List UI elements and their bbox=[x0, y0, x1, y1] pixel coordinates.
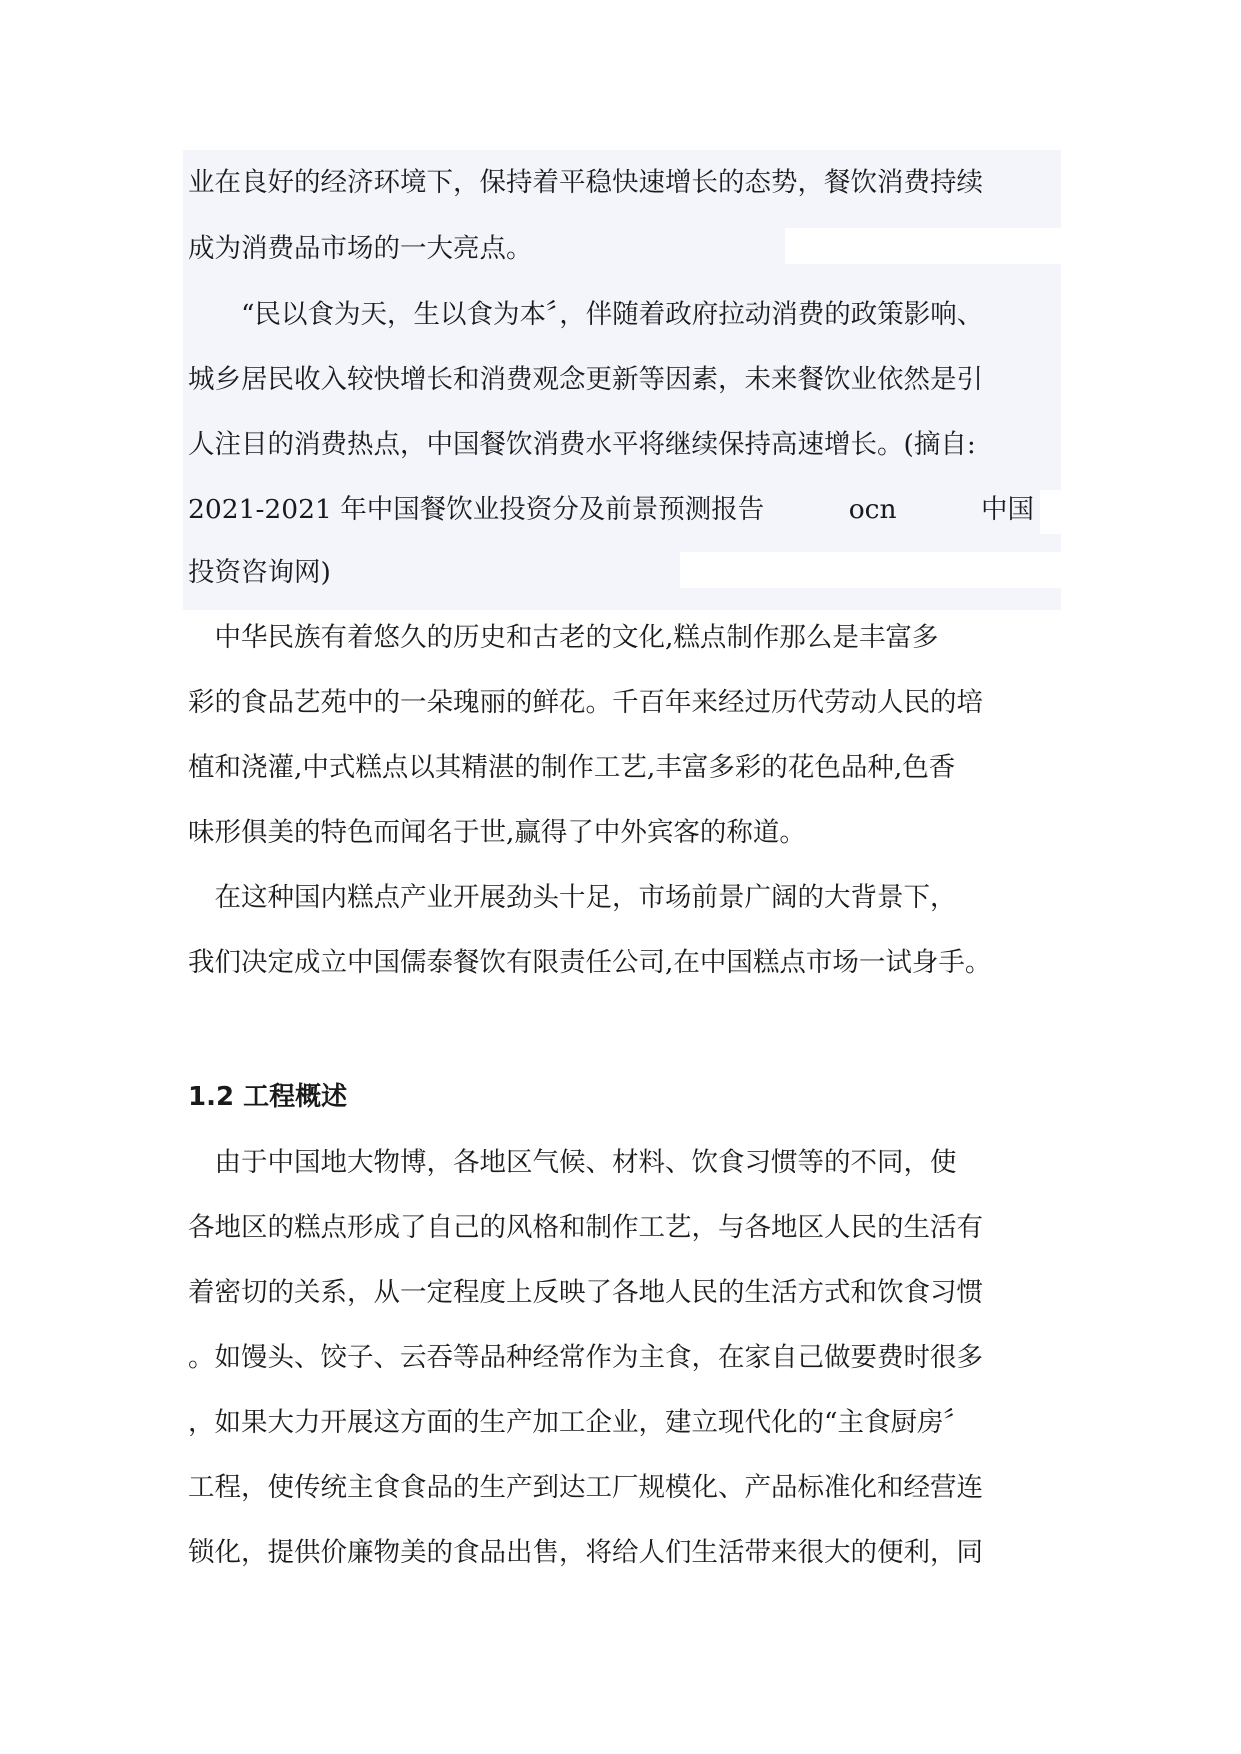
history-paragraph-line: 彩的食品艺苑中的一朵瑰丽的鲜花。千百年来经过历代劳动人民的培 bbox=[188, 687, 983, 718]
quote-line: 成为消费品市场的一大亮点。 bbox=[188, 233, 533, 264]
overview-paragraph-line: 工程，使传统主食食品的生产到达工厂规模化、产品标准化和经营连 bbox=[188, 1472, 983, 1503]
plan-paragraph-line: 在这种国内糕点产业开展劲头十足，市场前景广阔的大背景下， bbox=[188, 882, 957, 913]
overview-paragraph-line: 。如馒头、饺子、云吞等品种经常作为主食，在家自己做要费时很多 bbox=[188, 1342, 983, 1373]
source-title: 2021-2021 年中国餐饮业投资分及前景预测报告 bbox=[188, 494, 765, 525]
quote-block-gap bbox=[785, 228, 1061, 264]
quote-line: “民以食为天，生以食为本〞，伴随着政府拉动消费的政策影响、 bbox=[188, 299, 984, 330]
history-paragraph-line: 植和浇灌,中式糕点以其精湛的制作工艺,丰富多彩的花色品种,色香 bbox=[188, 752, 956, 783]
quote-line: 人注目的消费热点，中国餐饮消费水平将继续保持高速增长。(摘自: bbox=[188, 429, 976, 460]
overview-paragraph-line: 由于中国地大物博，各地区气候、材料、饮食习惯等的不同，使 bbox=[188, 1147, 957, 1178]
source-site: ocn bbox=[848, 494, 897, 525]
plan-paragraph-line: 我们决定成立中国儒泰餐饮有限责任公司,在中国糕点市场一试身手。 bbox=[188, 947, 992, 978]
source-country: 中国 bbox=[980, 494, 1034, 525]
overview-paragraph-line: 锁化，提供价廉物美的食品出售，将给人们生活带来很大的便利，同 bbox=[188, 1537, 983, 1568]
overview-paragraph-line: 各地区的糕点形成了自己的风格和制作工艺，与各地区人民的生活有 bbox=[188, 1212, 983, 1243]
quote-block-gap bbox=[680, 552, 1061, 588]
quote-source-line bbox=[188, 490, 1034, 530]
quote-line: 业在良好的经济环境下，保持着平稳快速增长的态势，餐饮消费持续 bbox=[188, 167, 983, 198]
section-heading: 1.2 工程概述 bbox=[188, 1082, 348, 1112]
history-paragraph-line: 中华民族有着悠久的历史和古老的文化,糕点制作那么是丰富多 bbox=[188, 622, 939, 653]
quote-line: 城乡居民收入较快增长和消费观念更新等因素，未来餐饮业依然是引 bbox=[188, 364, 983, 395]
history-paragraph-line: 味形俱美的特色而闻名于世,赢得了中外宾客的称道。 bbox=[188, 817, 806, 848]
overview-paragraph-line: ，如果大力开展这方面的生产加工企业，建立现代化的“主食厨房〞 bbox=[188, 1407, 971, 1438]
overview-paragraph-line: 着密切的关系，从一定程度上反映了各地人民的生活方式和饮食习惯 bbox=[188, 1277, 983, 1308]
quote-block-gap bbox=[1040, 490, 1061, 534]
quote-line: 投资咨询网) bbox=[188, 557, 331, 588]
